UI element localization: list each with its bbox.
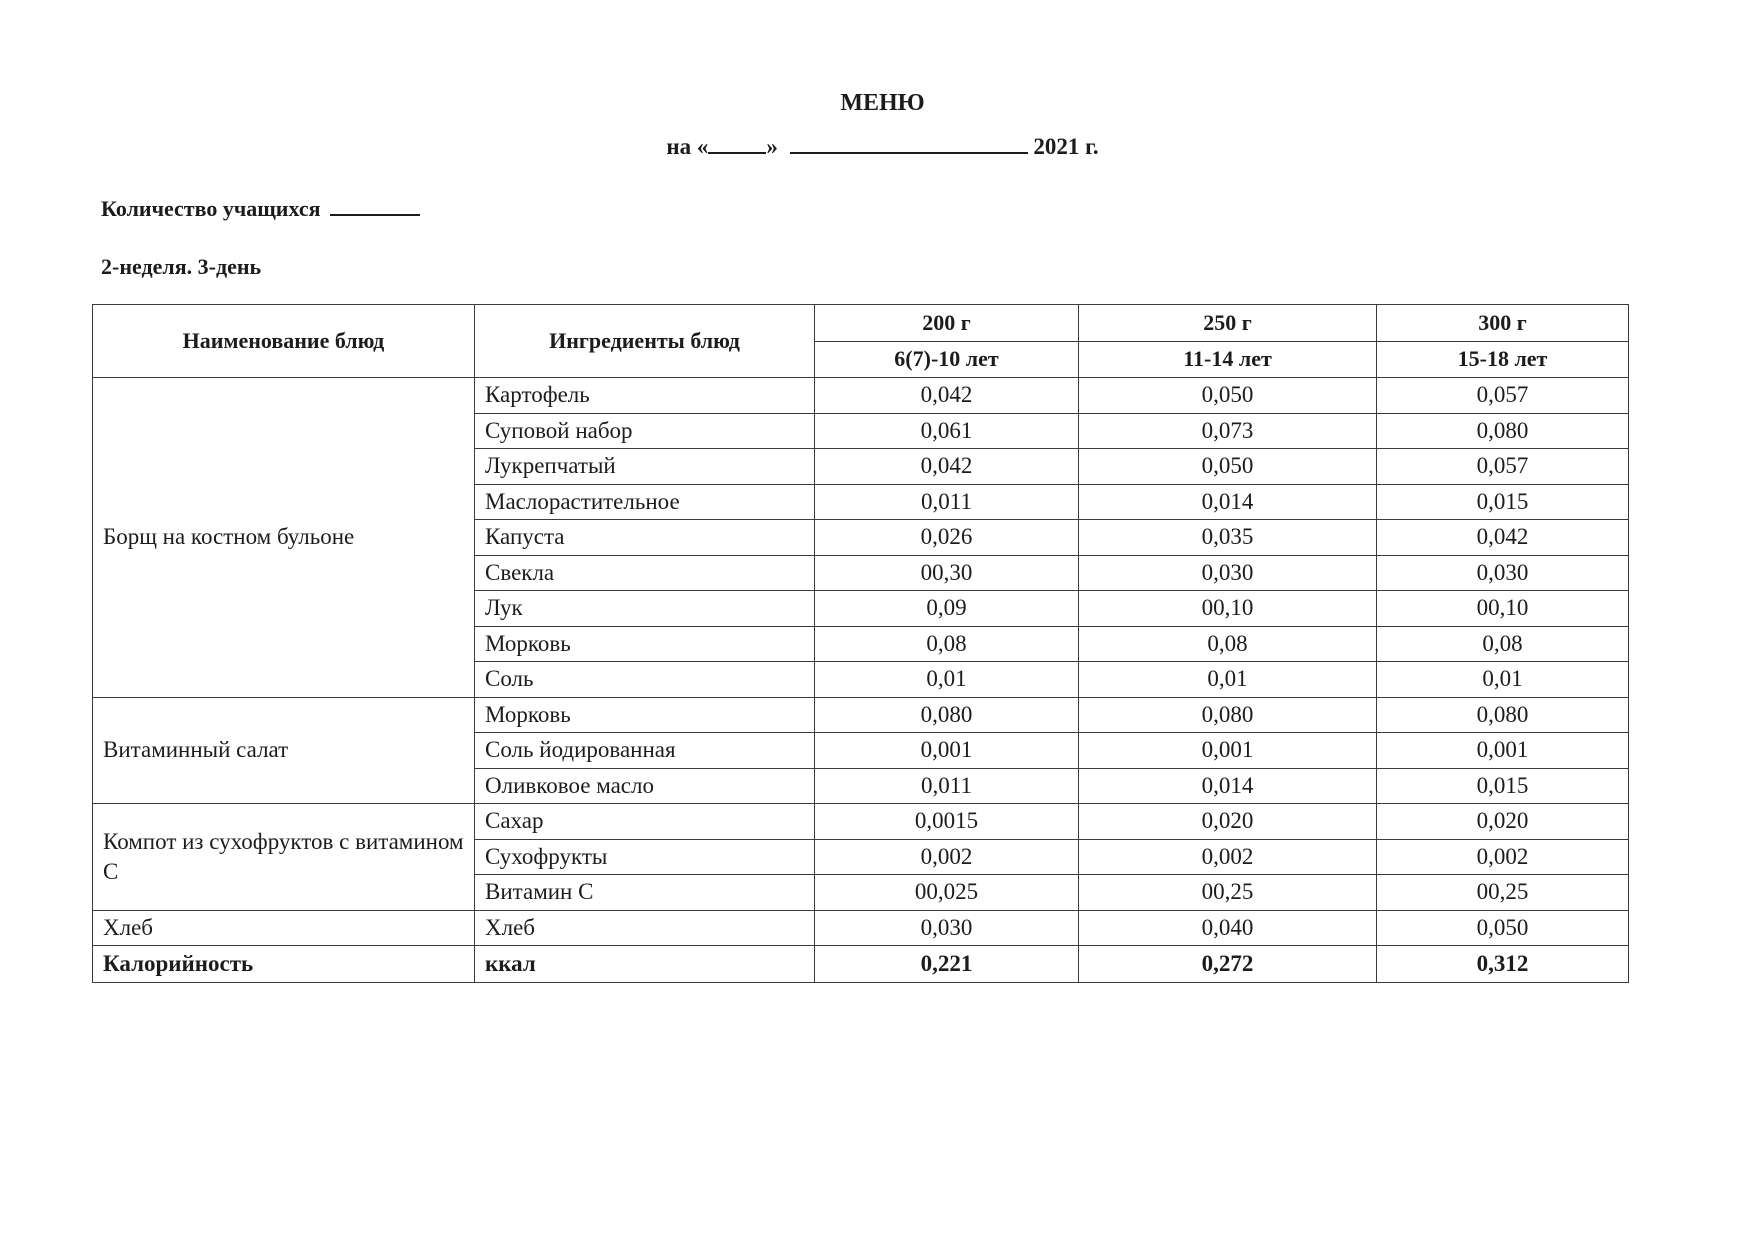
ingredient-amount: 0,080 <box>815 697 1079 733</box>
month-blank-field <box>790 134 1028 154</box>
ingredient-amount: 0,01 <box>1079 662 1377 698</box>
total-value: 0,312 <box>1377 946 1629 983</box>
ingredient-amount: 0,001 <box>1079 733 1377 769</box>
ingredient-amount: 0,014 <box>1079 768 1377 804</box>
ingredient-amount: 0,030 <box>1377 555 1629 591</box>
table-row <box>93 910 1629 946</box>
ingredient-amount: 0,001 <box>815 733 1079 769</box>
document-title: МЕНЮ <box>840 90 925 116</box>
menu-table-body <box>93 378 1629 983</box>
ingredient-amount: 0,08 <box>1377 626 1629 662</box>
ingredient-amount: 0,040 <box>1079 910 1377 946</box>
ingredient-amount: 0,050 <box>1079 378 1377 414</box>
ingredient-amount: 0,080 <box>1377 697 1629 733</box>
ingredient-name: Капуста <box>475 520 815 556</box>
ingredient-name: Соль <box>475 662 815 698</box>
column-header-ingredients: Ингредиенты блюд <box>475 305 815 378</box>
ingredient-name: Маслорастительное <box>475 484 815 520</box>
table-row <box>93 378 1629 414</box>
ingredient-name: Лук <box>475 591 815 627</box>
ingredient-amount: 0,061 <box>815 413 1079 449</box>
ingredient-amount: 0,001 <box>1377 733 1629 769</box>
date-mid: » <box>766 134 778 159</box>
date-prefix: на « <box>666 134 709 159</box>
ingredient-amount: 0,073 <box>1079 413 1377 449</box>
ingredient-amount: 00,25 <box>1377 875 1629 911</box>
ingredient-name: Соль йодированная <box>475 733 815 769</box>
day-blank-field <box>708 134 766 154</box>
ingredient-amount: 0,080 <box>1377 413 1629 449</box>
ingredient-amount: 0,020 <box>1079 804 1377 840</box>
ingredient-amount: 00,10 <box>1377 591 1629 627</box>
column-header-age: 11-14 лет <box>1079 341 1377 378</box>
ingredient-amount: 0,01 <box>1377 662 1629 698</box>
ingredient-amount: 0,020 <box>1377 804 1629 840</box>
ingredient-amount: 0,015 <box>1377 768 1629 804</box>
ingredient-name: Морковь <box>475 626 815 662</box>
total-value: 0,272 <box>1079 946 1377 983</box>
students-count-blank-field <box>330 196 420 216</box>
date-suffix: 2021 г. <box>1033 134 1099 159</box>
total-value: 0,221 <box>815 946 1079 983</box>
date-line <box>0 134 1755 160</box>
students-count-line <box>101 196 420 222</box>
ingredient-amount: 0,080 <box>1079 697 1377 733</box>
ingredient-amount: 0,09 <box>815 591 1079 627</box>
dish-name: Витаминный салат <box>93 697 475 804</box>
column-header-weight: 200 г <box>815 305 1079 342</box>
column-header-weight: 250 г <box>1079 305 1377 342</box>
ingredient-amount: 0,050 <box>1377 910 1629 946</box>
ingredient-amount: 0,014 <box>1079 484 1377 520</box>
ingredient-amount: 0,030 <box>815 910 1079 946</box>
ingredient-name: Морковь <box>475 697 815 733</box>
ingredient-amount: 0,002 <box>1079 839 1377 875</box>
total-label: Калорийность <box>93 946 475 983</box>
students-count-label: Количество учащихся <box>101 196 321 221</box>
column-header-age: 15-18 лет <box>1377 341 1629 378</box>
ingredient-amount: 0,030 <box>1079 555 1377 591</box>
ingredient-name: Лукрепчатый <box>475 449 815 485</box>
ingredient-name: Оливковое масло <box>475 768 815 804</box>
table-row <box>93 697 1629 733</box>
ingredient-amount: 0,050 <box>1079 449 1377 485</box>
ingredient-amount: 0,002 <box>1377 839 1629 875</box>
ingredient-amount: 0,08 <box>815 626 1079 662</box>
ingredient-name: Хлеб <box>475 910 815 946</box>
column-header-dish: Наименование блюд <box>93 305 475 378</box>
dish-name: Борщ на костном бульоне <box>93 378 475 698</box>
ingredient-name: Суповой набор <box>475 413 815 449</box>
ingredient-name: Сухофрукты <box>475 839 815 875</box>
ingredient-amount: 0,042 <box>1377 520 1629 556</box>
dish-name: Хлеб <box>93 910 475 946</box>
ingredient-name: Сахар <box>475 804 815 840</box>
column-header-age: 6(7)-10 лет <box>815 341 1079 378</box>
ingredient-amount: 0,026 <box>815 520 1079 556</box>
ingredient-amount: 0,015 <box>1377 484 1629 520</box>
ingredient-amount: 00,025 <box>815 875 1079 911</box>
ingredient-name: Витамин С <box>475 875 815 911</box>
ingredient-amount: 0,042 <box>815 449 1079 485</box>
ingredient-amount: 0,08 <box>1079 626 1377 662</box>
dish-name: Компот из сухофруктов с витамином С <box>93 804 475 911</box>
ingredient-amount: 0,01 <box>815 662 1079 698</box>
ingredient-name: Свекла <box>475 555 815 591</box>
header-row-weights <box>93 305 1629 342</box>
ingredient-amount: 0,057 <box>1377 449 1629 485</box>
table-row <box>93 804 1629 840</box>
ingredient-amount: 0,035 <box>1079 520 1377 556</box>
ingredient-amount: 0,0015 <box>815 804 1079 840</box>
ingredient-amount: 00,30 <box>815 555 1079 591</box>
ingredient-amount: 0,011 <box>815 768 1079 804</box>
menu-table <box>92 304 1629 983</box>
ingredient-amount: 0,057 <box>1377 378 1629 414</box>
ingredient-amount: 00,25 <box>1079 875 1377 911</box>
ingredient-amount: 0,011 <box>815 484 1079 520</box>
ingredient-amount: 0,042 <box>815 378 1079 414</box>
ingredient-name: Картофель <box>475 378 815 414</box>
total-row <box>93 946 1629 983</box>
ingredient-amount: 00,10 <box>1079 591 1377 627</box>
total-unit: ккал <box>475 946 815 983</box>
column-header-weight: 300 г <box>1377 305 1629 342</box>
week-day-label: 2-неделя. 3-день <box>101 254 262 279</box>
ingredient-amount: 0,002 <box>815 839 1079 875</box>
